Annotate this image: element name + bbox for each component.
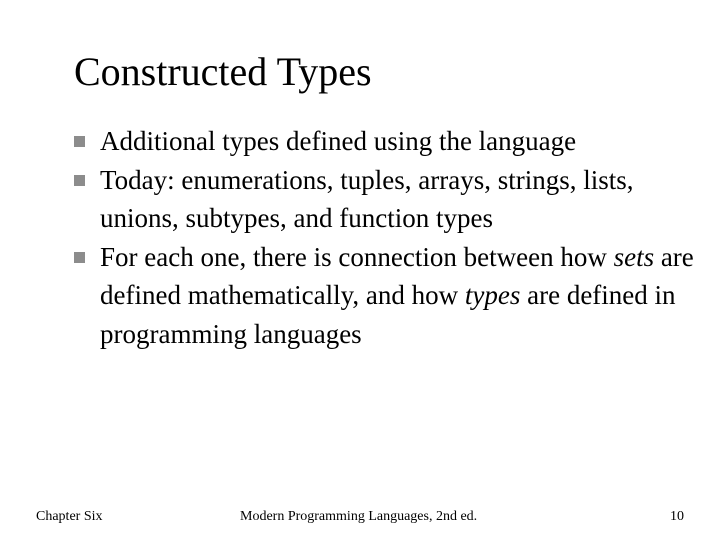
bullet-text: [100, 238, 694, 354]
bullet-text: Today: enumerations, tuples, arrays, strings, lists, unions, subtypes, and function types: [100, 164, 634, 233]
bullet-item: [74, 161, 694, 238]
footer-chapter: Chapter Six: [36, 509, 103, 524]
square-bullet-icon: [74, 252, 85, 263]
bullet-text-part: are defined mathematically, and how: [100, 241, 694, 310]
bullet-text-part: For each one, there is connection between how: [100, 241, 614, 272]
bullet-text-part: are defined in programming languages: [100, 280, 676, 349]
square-bullet-icon: [74, 136, 85, 147]
bullet-list: [74, 122, 694, 353]
emphasis-types: types: [464, 280, 521, 310]
bullet-text: Additional types defined using the language: [100, 126, 577, 156]
square-bullet-icon: [74, 175, 85, 186]
emphasis-sets: sets: [613, 241, 655, 272]
bullet-item: [74, 238, 694, 354]
footer-page-number: 10: [670, 509, 684, 524]
footer-book-title: Modern Programming Languages, 2nd ed.: [240, 509, 478, 524]
bullet-item: [74, 122, 694, 161]
slide-title: Constructed Types: [74, 49, 372, 94]
